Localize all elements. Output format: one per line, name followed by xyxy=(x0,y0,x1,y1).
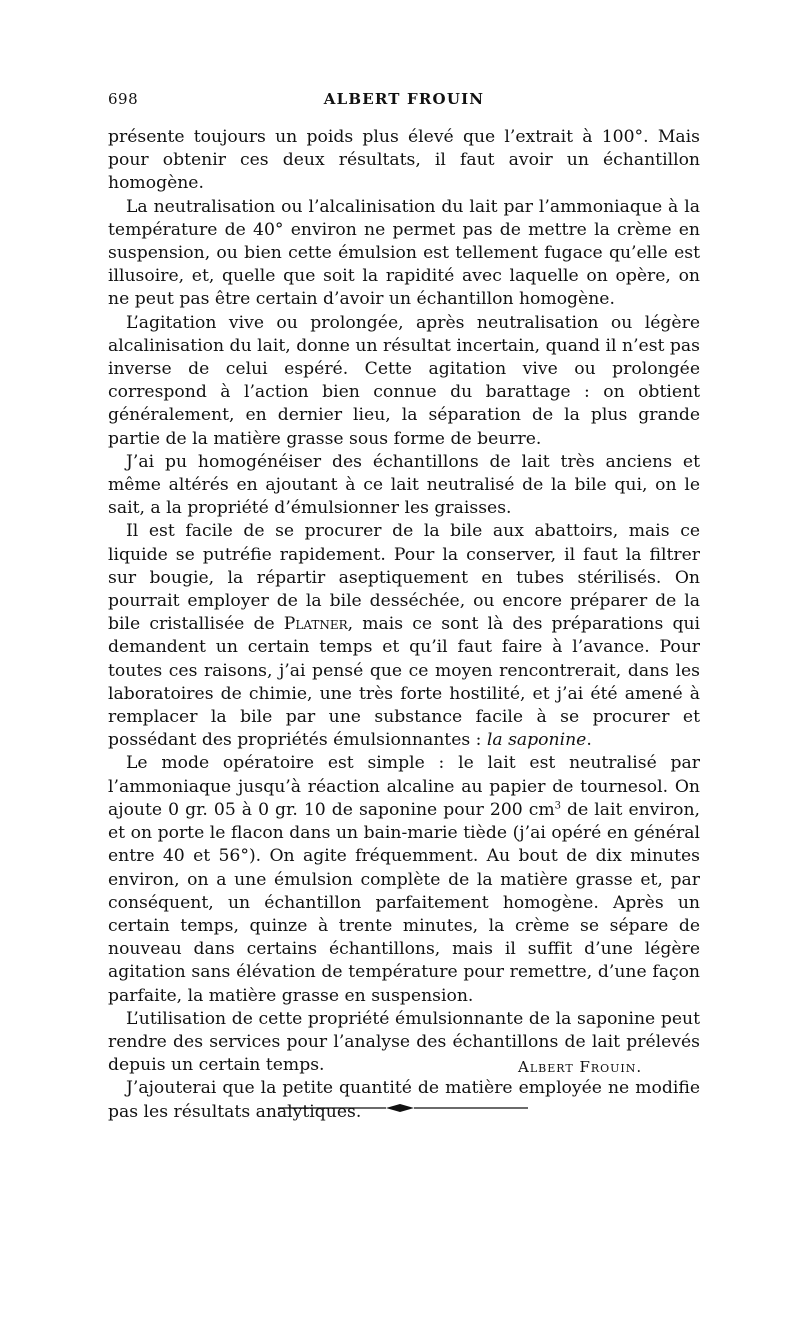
text-run: Le mode opératoire est simple : le lait est neutralisé par l’ammoniaque jusqu’à réaction alcaline au papier de tournesol. On ajoute 0 gr. 05 à 0 gr. 10 de saponine pour 200 cm xyxy=(108,753,700,820)
paragraph xyxy=(108,520,700,752)
text-run: présente toujours un poids plus élevé que l’extrait à 100°. Mais pour obtenir ces deux résultats, il faut avoir un échantillon homogène. xyxy=(108,127,700,194)
italic-term: la saponine xyxy=(486,730,587,751)
running-title: ALBERT FROUIN xyxy=(323,90,485,108)
superscript: 3 xyxy=(554,800,562,812)
paragraph xyxy=(108,451,700,521)
text-run: L’agitation vive ou prolongée, après neutralisation ou légère alcalinisation du lait, donne un résultat incertain, quand il n’est pas inverse de celui espéré. Cette agitation vive ou prolongée correspond à l’action bien connue du barattage : on obtient généralement, en dernier lieu, la séparation de la plus grande partie de la matière grasse sous forme de beurre. xyxy=(108,312,700,449)
text-run: de lait environ, et on porte le flacon dans un bain-marie tiède (j’ai opéré en général entre 40 et 56°). On agite fréquemment. Au bout de dix minutes environ, on a une émulsion complète de la matière grasse et, par conséquent, un échantillon parfaitement homogène. Après un certain temps, quinze à trente minutes, la crème se sépare de nouveau dans certains échantillons, mais il suffit d’une légère agitation sans élévation de température pour remettre, d’une façon parfaite, la matière grasse en suspension. xyxy=(108,799,700,1006)
paragraph xyxy=(108,752,700,1007)
running-header xyxy=(108,90,700,112)
article-body xyxy=(108,126,700,1124)
ornament-diamond xyxy=(386,1104,414,1112)
end-rule-ornament xyxy=(278,1101,528,1115)
text-run: L’utilisation de cette propriété émulsionnante de la saponine peut rendre des services pour l’analyse des échantillons de lait prélevés depuis un certain temps. xyxy=(108,1008,700,1076)
author-name-smallcaps: Platner xyxy=(283,614,348,635)
paragraph xyxy=(108,196,700,312)
text-run: J’ai pu homogénéiser des échantillons de lait très anciens et même altérés en ajoutant à ce lait neutralisé de la bile qui, on le sait, a la propriété d’émulsionner les graisses. xyxy=(108,451,700,519)
paragraph xyxy=(108,312,700,451)
text-run: , mais ce sont là des préparations qui demandent un certain temps et qu’il faut faire à l’avance. Pour toutes ces raisons, j’ai pensé que ce moyen rencontrerait, dans les laboratoires de chimie, une très forte hostilité, et j’ai été amené à remplacer la bile par une substance facile à se procurer et possédant des propriétés émulsionnantes : xyxy=(108,614,701,751)
text-run: J’ajouterai que la petite quantité de matière employée ne modifie pas les résultats analytiques. xyxy=(108,1078,700,1122)
page-number: 698 xyxy=(108,90,139,108)
text-run: La neutralisation ou l’alcalinisation du lait par l’ammoniaque à la température de 40° environ ne permet pas de mettre la crème en suspension, ou bien cette émulsion est tellement fugace qu’elle est illusoire, et, quelle que soit la rapidité avec laquelle on opère, on ne peut pas être certain d’avoir un échantillon homogène. xyxy=(108,196,700,310)
text-run: . xyxy=(586,730,592,751)
text-run: Il est facile de se procurer de la bile aux abattoirs, mais ce liquide se putréfie rapidement. Pour la conserver, il faut la filtrer sur bougie, la répartir aseptiquement en tubes stérilisés. On pourrait employer de la bile desséchée, ou encore préparer de la bile cristallisée de xyxy=(108,521,700,635)
author-signature: Albert Frouin. xyxy=(518,1058,643,1076)
paragraph xyxy=(108,126,700,196)
